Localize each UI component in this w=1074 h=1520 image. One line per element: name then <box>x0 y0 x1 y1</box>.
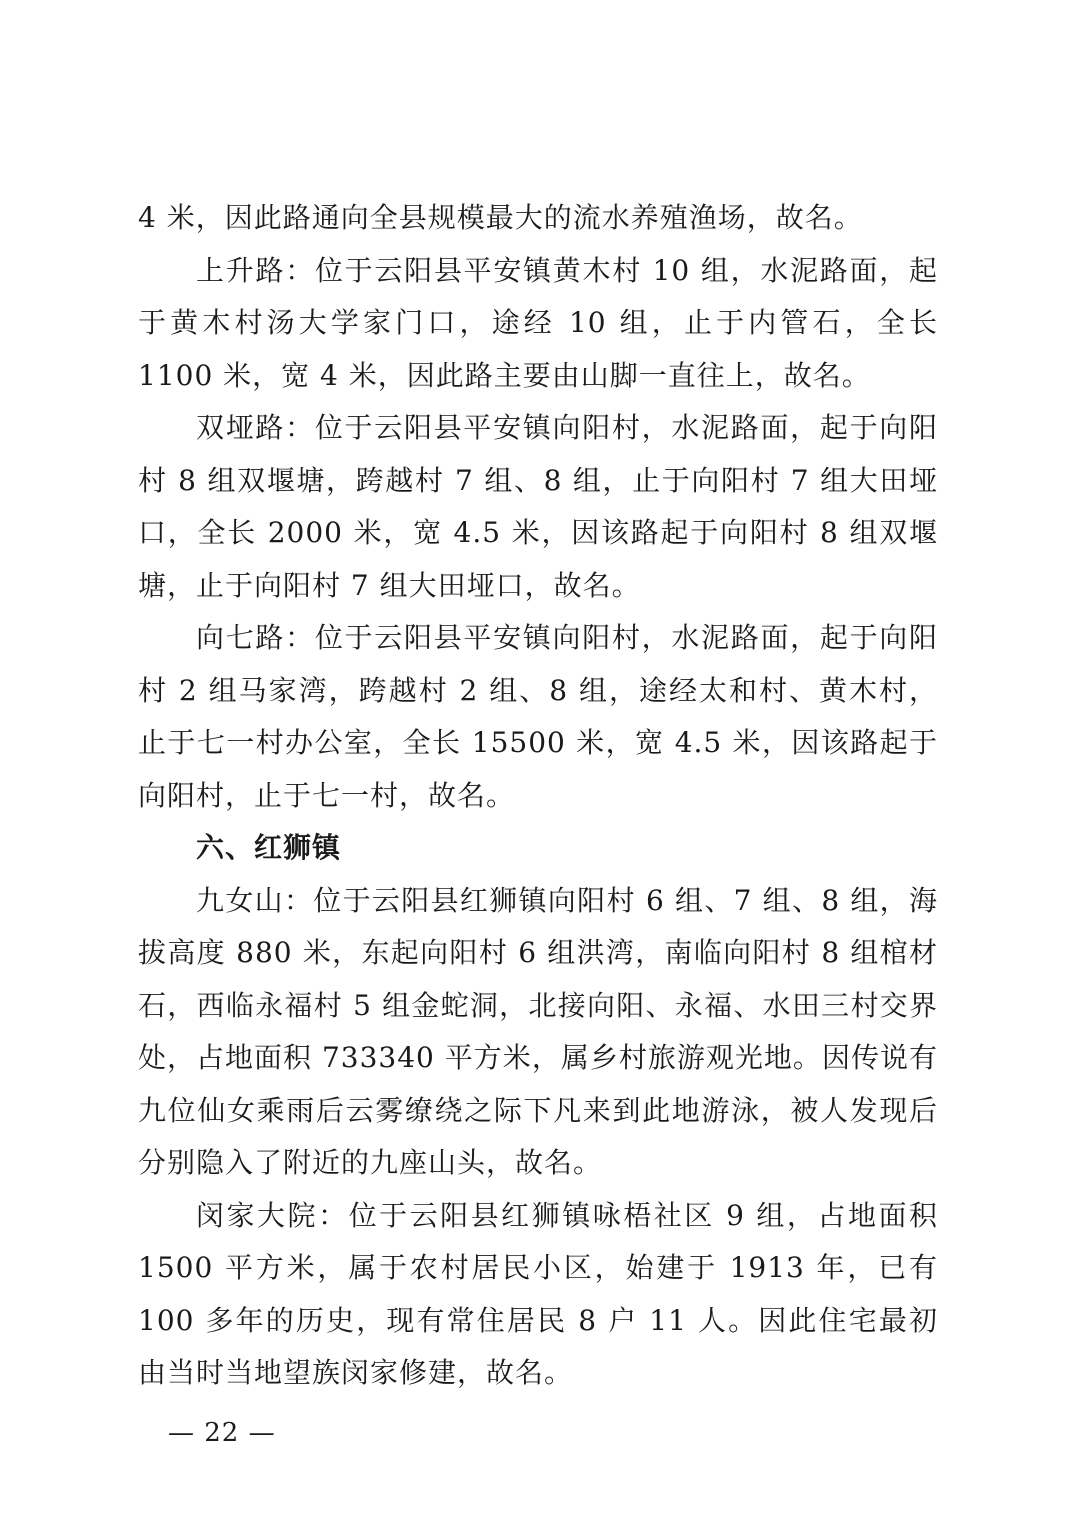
paragraph-xiangqi-road: 向七路：位于云阳县平安镇向阳村，水泥路面，起于向阳村 2 组马家湾，跨越村 2 组、8 组，途经太和村、黄木村，止于七一村办公室，全长 15500 米，宽 4.5 米，因该路起于向阳村，止于七一村，故名。 <box>138 621 938 812</box>
paragraph-continuation: 4 米，因此路通向全县规模最大的流水养殖渔场，故名。 <box>138 201 863 234</box>
section-heading-hongshi-town: 六、红狮镇 <box>196 831 342 864</box>
paragraph-shuangya-road: 双垭路：位于云阳县平安镇向阳村，水泥路面，起于向阳村 8 组双堰塘，跨越村 7 组、8 组，止于向阳村 7 组大田垭口，全长 2000 米，宽 4.5 米，因该路起于向阳村 8 组双堰塘，止于向阳村 7 组大田垭口，故名。 <box>138 411 938 602</box>
page-number: — 22 — <box>168 1418 276 1448</box>
paragraph-jiunv-mountain: 九女山：位于云阳县红狮镇向阳村 6 组、7 组、8 组，海拔高度 880 米，东起向阳村 6 组洪湾，南临向阳村 8 组棺材石，西临永福村 5 组金蛇洞，北接向阳、永福、水田三村交界处，占地面积 733340 平方米，属乡村旅游观光地。因传说有九位仙女乘雨后云雾缭绕之际下凡来到此地游泳，被人发现后分别隐入了附近的九座山头，故名。 <box>138 883 938 1179</box>
paragraph-min-courtyard: 闵家大院：位于云阳县红狮镇咏梧社区 9 组，占地面积 1500 平方米，属于农村居民小区，始建于 1913 年，已有 100 多年的历史，现有常住居民 8 户 11 人。因此住宅最初由当时当地望族闵家修建，故名。 <box>138 1198 938 1389</box>
paragraph-shangsheng-road: 上升路：位于云阳县平安镇黄木村 10 组，水泥路面，起于黄木村汤大学家门口，途经 10 组，止于内管石，全长 1100 米，宽 4 米，因此路主要由山脚一直往上，故名。 <box>138 253 938 392</box>
document-body <box>138 192 938 1400</box>
